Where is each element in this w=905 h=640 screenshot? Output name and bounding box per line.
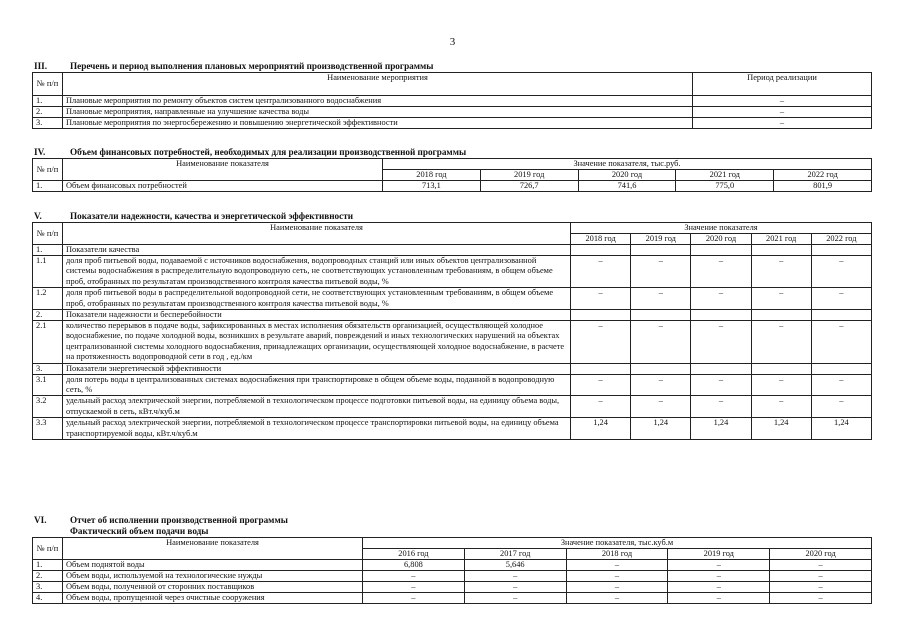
- row-value: 741,6: [578, 181, 676, 192]
- section-title: Отчет об исполнении производственной программы: [70, 515, 288, 525]
- col-header-name: Наименование мероприятия: [63, 73, 693, 96]
- year-header: 2017 год: [464, 549, 566, 560]
- section-number: VI.: [34, 515, 47, 525]
- row-value: –: [363, 593, 465, 604]
- year-header: 2016 год: [363, 549, 465, 560]
- section-planned-activities: [32, 60, 872, 129]
- col-header-no: № п/п: [33, 538, 63, 560]
- row-number: 3.1: [33, 374, 63, 396]
- section-heading: [32, 146, 872, 158]
- row-period: –: [693, 96, 872, 107]
- row-value: –: [571, 374, 631, 396]
- row-value: –: [363, 582, 465, 593]
- row-number: 2.: [33, 310, 63, 321]
- row-value: 1,24: [571, 418, 631, 440]
- section-program-report: [32, 514, 872, 604]
- empty-cell: [691, 310, 751, 321]
- empty-cell: [571, 363, 631, 374]
- row-name: Объем финансовых потребностей: [63, 181, 383, 192]
- col-header-period: Период реализации: [693, 73, 872, 96]
- year-header: 2020 год: [578, 170, 676, 181]
- water-supply-table: [32, 537, 872, 604]
- row-number: 2.: [33, 571, 63, 582]
- row-value: –: [464, 582, 566, 593]
- section-number: V.: [34, 211, 42, 221]
- empty-cell: [691, 245, 751, 256]
- section-subtitle: Фактический объем подачи воды: [70, 526, 209, 536]
- section-reliability-indicators: [32, 210, 872, 440]
- row-value: –: [751, 321, 811, 364]
- row-number: 3.3: [33, 418, 63, 440]
- year-header: 2021 год: [751, 234, 811, 245]
- row-value: –: [566, 571, 668, 582]
- indicators-table: [32, 222, 872, 440]
- section-number: IV.: [34, 147, 46, 157]
- row-value: –: [464, 571, 566, 582]
- section-number: III.: [34, 61, 48, 71]
- row-number: 1.1: [33, 256, 63, 288]
- row-number: 4.: [33, 593, 63, 604]
- table-row: [33, 321, 872, 364]
- row-value: –: [571, 321, 631, 364]
- row-value: 1,24: [631, 418, 691, 440]
- empty-cell: [811, 310, 871, 321]
- row-value: –: [631, 374, 691, 396]
- empty-cell: [571, 245, 631, 256]
- row-number: 1.: [33, 560, 63, 571]
- row-name: Объем поднятой воды: [63, 560, 363, 571]
- col-header-name: Наименование показателя: [63, 538, 363, 560]
- row-value: –: [691, 396, 751, 418]
- row-value: 775,0: [676, 181, 774, 192]
- row-value: –: [566, 582, 668, 593]
- row-value: 1,24: [811, 418, 871, 440]
- table-row: [33, 118, 872, 129]
- year-header: 2018 год: [571, 234, 631, 245]
- group-name: Показатели надежности и бесперебойности: [63, 310, 571, 321]
- row-number: 3.: [33, 363, 63, 374]
- year-header: 2019 год: [668, 549, 770, 560]
- row-value: –: [566, 560, 668, 571]
- table-row: [33, 396, 872, 418]
- financial-table: [32, 158, 872, 192]
- row-value: –: [363, 571, 465, 582]
- empty-cell: [811, 245, 871, 256]
- group-row: [33, 310, 872, 321]
- row-name: доля проб питьевой воды, подаваемой с источников водоснабжения, водопроводных станций или иных объектов централизованной системы водоснабжения в распределительную водопроводную сеть, не соответствующих установленным требованиям, в общем объеме проб, отобранных по результатам производственного контроля качества питьевой воды, %: [63, 256, 571, 288]
- row-value: –: [691, 374, 751, 396]
- row-value: –: [668, 582, 770, 593]
- year-header: 2022 год: [811, 234, 871, 245]
- row-value: –: [751, 288, 811, 310]
- row-name: удельный расход электрической энергии, потребляемой в технологическом процессе транспортировки питьевой воды, на единицу объема транспортируемой воды, кВт.ч/куб.м: [63, 418, 571, 440]
- row-name: удельный расход электрической энергии, потребляемой в технологическом процессе подготовки питьевой воды, на единицу объема воды, отпускаемой в сеть, кВт.ч/куб.м: [63, 396, 571, 418]
- row-value: –: [691, 256, 751, 288]
- group-row: [33, 245, 872, 256]
- row-value: –: [751, 396, 811, 418]
- row-value: –: [571, 288, 631, 310]
- row-value: –: [668, 571, 770, 582]
- row-name: Плановые мероприятия по энергосбережению и повышению энергетической эффективности: [63, 118, 693, 129]
- row-value: –: [811, 256, 871, 288]
- row-number: 2.1: [33, 321, 63, 364]
- row-value: –: [751, 374, 811, 396]
- row-value: –: [691, 288, 751, 310]
- table-row: [33, 96, 872, 107]
- row-value: –: [631, 256, 691, 288]
- year-header: 2019 год: [480, 170, 578, 181]
- row-value: –: [770, 560, 872, 571]
- col-header-name: Наименование показателя: [63, 159, 383, 181]
- row-name: доля проб питьевой воды в распределительной водопроводной сети, не соответствующих установленным требованиям, в общем объеме проб, отобранных по результатам производственного контроля качества питьевой воды, %: [63, 288, 571, 310]
- col-header-value: Значение показателя, тыс.руб.: [383, 159, 872, 170]
- year-header: 2022 год: [774, 170, 872, 181]
- row-value: –: [691, 321, 751, 364]
- row-value: –: [566, 593, 668, 604]
- row-name: Плановые мероприятия, направленные на улучшение качества воды: [63, 107, 693, 118]
- row-value: –: [770, 571, 872, 582]
- section-heading: [32, 514, 872, 526]
- row-name: Плановые мероприятия по ремонту объектов систем централизованного водоснабжения: [63, 96, 693, 107]
- col-header-no: № п/п: [33, 159, 63, 181]
- row-value: 5,646: [464, 560, 566, 571]
- group-name: Показатели качества: [63, 245, 571, 256]
- row-value: –: [751, 256, 811, 288]
- row-value: –: [631, 396, 691, 418]
- empty-cell: [751, 310, 811, 321]
- row-value: –: [631, 321, 691, 364]
- row-name: Объем воды, полученной от сторонних поставщиков: [63, 582, 363, 593]
- year-header: 2019 год: [631, 234, 691, 245]
- row-number: 1.: [33, 245, 63, 256]
- empty-cell: [691, 363, 751, 374]
- section-financial-needs: [32, 146, 872, 192]
- col-header-no: № п/п: [33, 223, 63, 245]
- row-period: –: [693, 118, 872, 129]
- row-value: –: [811, 288, 871, 310]
- row-value: 1,24: [751, 418, 811, 440]
- row-number: 3.: [33, 582, 63, 593]
- row-value: –: [668, 560, 770, 571]
- col-header-value: Значение показателя, тыс.куб.м: [363, 538, 872, 549]
- row-value: 713,1: [383, 181, 481, 192]
- row-value: 726,7: [480, 181, 578, 192]
- table-row: [33, 418, 872, 440]
- table-row: [33, 593, 872, 604]
- row-value: –: [811, 321, 871, 364]
- table-row: [33, 288, 872, 310]
- row-value: 6,808: [363, 560, 465, 571]
- row-value: –: [811, 396, 871, 418]
- section-title: Перечень и период выполнения плановых мероприятий производственной программы: [70, 61, 434, 71]
- empty-cell: [631, 245, 691, 256]
- section-heading: [32, 210, 872, 222]
- row-value: –: [811, 374, 871, 396]
- col-header-no: № п/п: [33, 73, 63, 96]
- table-row: [33, 181, 872, 192]
- table-row: [33, 571, 872, 582]
- empty-cell: [811, 363, 871, 374]
- empty-cell: [571, 310, 631, 321]
- empty-cell: [751, 245, 811, 256]
- year-header: 2018 год: [383, 170, 481, 181]
- row-number: 3.2: [33, 396, 63, 418]
- section-title: Показатели надежности, качества и энергетической эффективности: [70, 211, 354, 221]
- row-value: –: [770, 593, 872, 604]
- row-name: количество перерывов в подаче воды, зафиксированных в местах исполнения обязательств организацией, осуществляющей холодное водоснабжение, по подаче холодной воды, возникших в результате аварий, повреждений и иных технологических нарушений на объектах централизованной системы холодного водоснабжения, принадлежащих организации, осуществляющей холодное водоснабжение, в расчете на протяженность водопроводной сети в год , ед./км: [63, 321, 571, 364]
- row-value: –: [571, 396, 631, 418]
- row-value: 1,24: [691, 418, 751, 440]
- group-name: Показатели энергетической эффективности: [63, 363, 571, 374]
- section-title: Объем финансовых потребностей, необходимых для реализации производственной программы: [70, 147, 467, 157]
- year-header: 2020 год: [770, 549, 872, 560]
- row-value: –: [571, 256, 631, 288]
- col-header-value: Значение показателя: [571, 223, 872, 234]
- table-row: [33, 582, 872, 593]
- empty-cell: [751, 363, 811, 374]
- year-header: 2021 год: [676, 170, 774, 181]
- row-value: –: [464, 593, 566, 604]
- row-number: 1.2: [33, 288, 63, 310]
- table-row: [33, 256, 872, 288]
- row-number: 1.: [33, 96, 63, 107]
- section-heading: [32, 60, 872, 72]
- row-number: 1.: [33, 181, 63, 192]
- year-header: 2020 год: [691, 234, 751, 245]
- group-row: [33, 363, 872, 374]
- row-value: –: [668, 593, 770, 604]
- row-value: –: [770, 582, 872, 593]
- empty-cell: [631, 310, 691, 321]
- table-row: [33, 560, 872, 571]
- row-period: –: [693, 107, 872, 118]
- col-header-name: Наименование показателя: [63, 223, 571, 245]
- row-number: 3.: [33, 118, 63, 129]
- row-name: Объем воды, используемой на технологические нужды: [63, 571, 363, 582]
- row-value: 801,9: [774, 181, 872, 192]
- row-name: Объем воды, пропущенной через очистные сооружения: [63, 593, 363, 604]
- page-number: 3: [449, 36, 456, 48]
- row-name: доля потерь воды в централизованных системах водоснабжения при транспортировке в общем объеме воды, поданной в водопроводную сеть, %: [63, 374, 571, 396]
- table-row: [33, 374, 872, 396]
- table-row: [33, 107, 872, 118]
- empty-cell: [631, 363, 691, 374]
- year-header: 2018 год: [566, 549, 668, 560]
- activities-table: [32, 72, 872, 129]
- row-number: 2.: [33, 107, 63, 118]
- row-value: –: [631, 288, 691, 310]
